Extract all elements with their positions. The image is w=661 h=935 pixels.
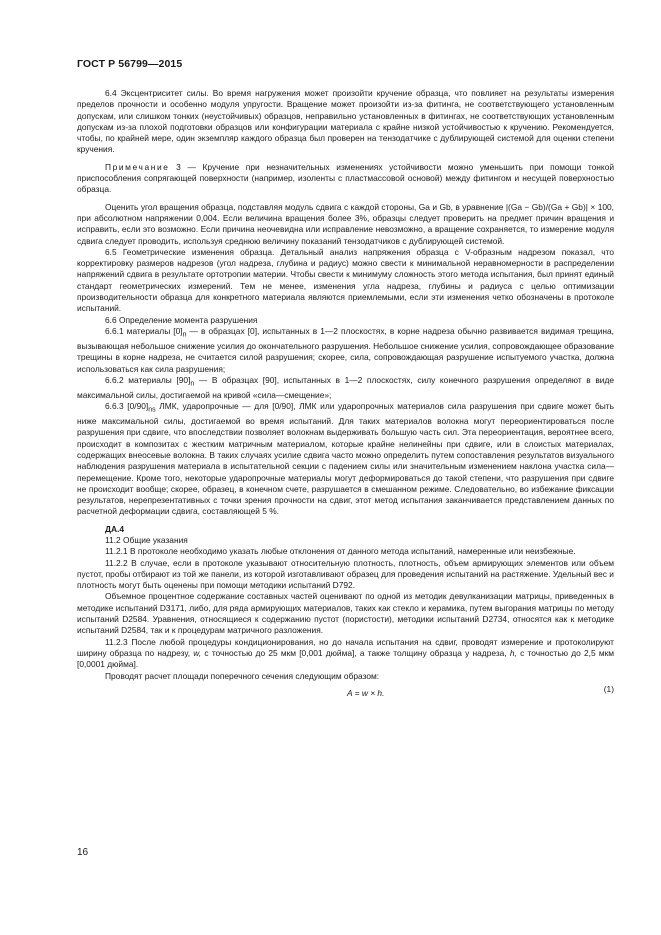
document-body — [77, 88, 614, 702]
note-number: 3 — — [176, 161, 196, 172]
section-da-4: ДА.4 — [105, 523, 124, 534]
paragraph-6-6-3: 6.6.3 $[0/90]_{ns}$ ЛМК, ударопрочные — для [0/90], ЛМК или ударопрочных материалов сила разрушения при сдвиге может быть ниже максимальной силы, достигаемой во время испытаний. Для таких материалов волокна могут переориентироваться после разрушения при сдвиге, что впоследствии позволяет волокнам выдерживать большую часть сил. Эта переориентация, вероятнее всего, происходит в композитах с жестким матричным материалом, которые крайне нелинейны при сдвиге, или в слоистых материалах, содержащих внеосевые волокна. В таких случаях усилие сдвига часто можно определить путем сопоставления результатов визуального наблюдения разрушения материала в испытательной секции с падением силы или значительным изменением наклона участка сила—перемещение. Кроме того, некоторые ударопрочные материалы могут деформироваться до такой степени, что разрушения при сдвиге не происходит вообще; скорее, образец, в конечном счете, разрушается в смешанном режиме. Следовательно, во избежание фиксации результатов, нерепрезентативных с точки зрения прочности на сдвиг, этот метод испытания заканчивается представлением данных по расчетной деформации сдвига, составляющей 5 %. — [77, 401, 614, 517]
paragraph-6-4: 6.4 Эксцентриситет силы. Во время нагружения может произойти кручение образца, что повлияет на результаты измерения пределов прочности и особенно модуля упругости. Вращение может произойти из-за фитинга, не соответствующего установленным допускам, или слишком тонких (неустойчивых) образцов, неправильно установленных в фитингах, не соответствующих установленным допускам из-за плохой подготовки образцов или конфигурации материала с крайне низкой устойчивостью к кручению. Рекомендуется, чтобы, по крайней мере, один экземпляр каждого образца был проверен на тензодатчике с дублирующей системой для оценки степени кручения. — [77, 88, 614, 155]
page-number: 16 — [77, 847, 89, 858]
formula-number: (1) — [603, 683, 614, 694]
paragraph-6-5: 6.5 Геометрические изменения образца. Детальный анализ напряжения образца с V-образным надрезом показал, что корректировку размеров надрезов (угол надреза, глубина и радиус) можно свести к минимальной неравномерности в распределении напряжений сдвига в результате ортотропии материи. Чтобы свести к минимуму сложность этого метода испытания, был принят единый стандарт геометрических измерений. Тем не менее, изменения угла надреза, глубины и радиуса с целью оптимизации производительности образца для конкретного материала являются приемлемыми, если эти изменения четко обозначены в протоколе испытаний. — [77, 246, 614, 314]
heading-6-6: 6.6 Определение момента разрушения — [105, 314, 258, 325]
paragraph-6-6-1: 6.6.1 материалы $[0]_n$ — в образцах [0], испытанных в 1—2 плоскостях, в корне надреза обычно развивается видимая трещина, вызывающая небольшое снижение усилия до окончательного разрушения. Небольшое снижение усилия, сопровождающее образование трещины в корне надреза, не считается силой разрушения; скорее, сила, сопровождающая разрушение испытуемого участка, должна использоваться как сила разрушения; — [77, 325, 614, 374]
standard-header: ГОСТ Р 56799—2015 — [77, 58, 183, 70]
note-3 — [77, 162, 614, 196]
formula-1 — [77, 683, 614, 702]
paragraph-11-2-1: 11.2.1 В протоколе необходимо указать любые отклонения от данного метода испытаний, намеренные или неизбежные. — [105, 546, 576, 557]
paragraph-area: Проводят расчет площади поперечного сечения следующим образом: — [105, 670, 380, 681]
note-label: Примечание — [105, 161, 170, 172]
paragraph-11-2-3: 11.2.3 После любой процедуры кондиционирования, но до начала испытания на сдвиг, проводят измерение и протоколируют ширину образца по надрезу, w, с точностью до 25 мкм [0,001 дюйма], а также толщину образца у надреза, h, с точностью до 2,5 мкм [0,0001 дюйма]. — [77, 636, 615, 670]
paragraph-6-6-2: 6.6.2 материалы $[90]_n$ — В образцах [90], испытанных в 1—2 плоскостях, силу конечного разрушения определяют в виде максимальной силы, достигаемой на кривой «сила—смещение»; — [77, 374, 615, 400]
paragraph-volume: Объемное процентное содержание составных частей оценивают по одной из методик девулканизации матрицы, приведенных в методике испытаний D3171, либо, для ряда армирующих материалов, таких как стекло и керамика, путем выгорания матрицы по методу испытаний D2584. Уравнения, относящиеся к содержанию пустот (пористости), методики испытаний D2734, относятся как к методике испытаний D2584, так и к процедурам матричного разложения. — [77, 591, 614, 636]
paragraph-rotation: Оценить угол вращения образца, подставляя модуль сдвига с каждой стороны, Ga и Gb, в уравнение |(Ga − Gb)/(Ga + Gb)| × 100, при абсолютном напряжении 0,004. Если величина вращения более 3%, образцы следует проверить на предмет причин вращения и исправить, если это возможно. Если причина неочевидна или исправление невозможно, а вращение сохраняется, то измерение модуля сдвига следует проводить, используя среднюю величину показаний тензодатчиков с дублирующей системой. — [77, 201, 614, 246]
formula-expression: A = w × h. — [347, 687, 385, 698]
note-text: Кручение при незначительных изменениях устойчивости можно уменьшить при помощи тонкой приспособления сопрягающей поверхности (например, изоленты с пластмассовой основой) между фитингом и несущей поверхностью образца. — [77, 161, 615, 195]
paragraph-11-2-2: 11.2.2 В случае, если в протоколе указывают относительную плотность, плотность, объем армирующих элементов или объем пустот, пробы отбирают из той же панели, из которой изготавливают образец для проведения испытаний на растяжение. Удельный вес и плотность могут быть оценены при помощи методики испытаний D792. — [77, 557, 614, 591]
heading-11-2: 11.2 Общие указания — [105, 535, 188, 545]
